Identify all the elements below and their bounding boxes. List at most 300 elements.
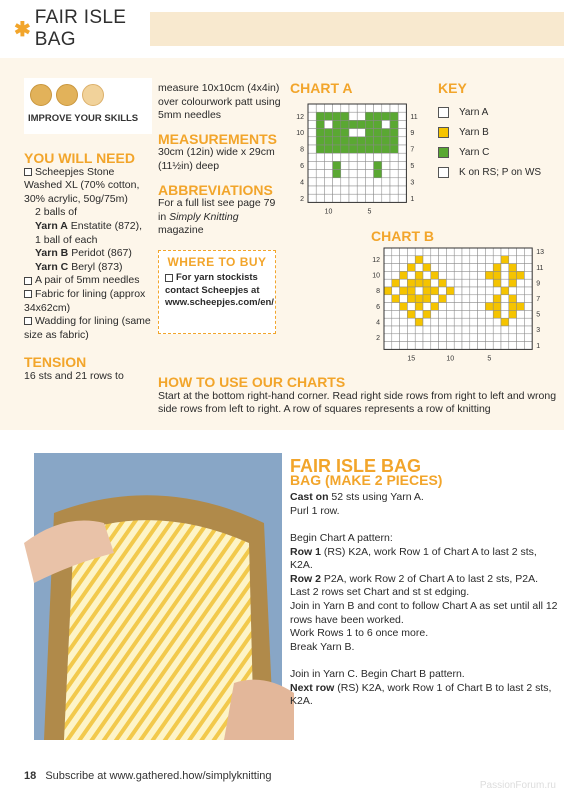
skills-box (24, 78, 152, 134)
row-number: 6 (300, 162, 304, 170)
chart-cell (400, 318, 408, 326)
row-number: 11 (536, 264, 544, 272)
chart-cell (382, 112, 390, 120)
chart-cell (392, 271, 400, 279)
chart-cell (478, 271, 486, 279)
chart-cell (392, 256, 400, 264)
chart-cell (316, 186, 324, 194)
chart-cell (470, 303, 478, 311)
chart-cell (390, 120, 398, 128)
chart-cell (324, 120, 332, 128)
how-heading: HOW TO USE OUR CHARTS (158, 374, 346, 390)
chart-cell (446, 248, 454, 256)
chart-cell (308, 178, 316, 186)
chart-cell (509, 342, 517, 350)
chart-cell (390, 153, 398, 161)
chart-cell (439, 264, 447, 272)
chart-cell (349, 153, 357, 161)
chart-cell (446, 256, 454, 264)
chart-cell (365, 186, 373, 194)
chart-cell (407, 303, 415, 311)
abbreviations-text: For a full list see page 79 in Simply Knitting magazine (158, 197, 276, 237)
chart-cell (365, 194, 373, 202)
chart-cell (398, 137, 406, 145)
chart-cell (439, 303, 447, 311)
chart-cell (478, 287, 486, 295)
chart-cell (431, 318, 439, 326)
chart-cell (485, 342, 493, 350)
chart-cell (324, 178, 332, 186)
chart-cell (485, 271, 493, 279)
need-item: 2 balls of (35, 206, 78, 219)
chart-cell (400, 295, 408, 303)
chart-cell (316, 153, 324, 161)
checkbox-icon (24, 277, 32, 285)
chart-cell (524, 295, 532, 303)
swatch (438, 107, 449, 118)
need-item: Yarn A Enstatite (872), (35, 219, 142, 232)
chart-cell (524, 303, 532, 311)
chart-cell (509, 326, 517, 334)
pattern-line: Last 2 rows set Chart and st st edging. (290, 586, 470, 599)
chart-cell (439, 256, 447, 264)
need-item: Fabric for lining (approx 34x62cm) (24, 287, 146, 314)
chart-cell (415, 279, 423, 287)
chart-cell (439, 318, 447, 326)
chart-cell (333, 194, 341, 202)
row-number: 8 (376, 288, 380, 296)
chart-cell (407, 310, 415, 318)
measurements-text: 30cm (12in) wide x 29cm (11½in) deep (158, 146, 275, 172)
chart-cell (333, 129, 341, 137)
chart-cell (501, 310, 509, 318)
chart-cell (333, 120, 341, 128)
need-item: 1 ball of each (35, 233, 98, 246)
chart-cell (509, 256, 517, 264)
column-left (24, 78, 152, 384)
chart-cell (485, 264, 493, 272)
chart-cell (382, 186, 390, 194)
chart-cell (384, 310, 392, 318)
chart-cell (431, 271, 439, 279)
need-item: A pair of 5mm needles (24, 274, 152, 288)
chart-cell (517, 295, 525, 303)
how-to-use (158, 376, 558, 417)
chart-cell (524, 334, 532, 342)
chart-cell (524, 279, 532, 287)
chart-cell (446, 334, 454, 342)
chart-cell (349, 129, 357, 137)
chart-cell (382, 145, 390, 153)
chart-cell (341, 161, 349, 169)
chart-cell (462, 256, 470, 264)
chart-cell (349, 112, 357, 120)
chart-cell (392, 326, 400, 334)
pattern-instructions (290, 456, 560, 709)
chart-cell (493, 295, 501, 303)
row-number: 2 (300, 195, 304, 203)
chart-cell (382, 161, 390, 169)
chart-cell (374, 145, 382, 153)
pattern-line: Next row (RS) K2A, work Row 1 of Chart B to last 2 sts, K2A. (290, 681, 552, 708)
chart-cell (324, 153, 332, 161)
chart-cell (316, 178, 324, 186)
row-number: 6 (376, 303, 380, 311)
chart-cell (501, 326, 509, 334)
chart-cell (374, 129, 382, 137)
chart-cell (493, 287, 501, 295)
chart-cell (382, 153, 390, 161)
chart-cell (485, 248, 493, 256)
chart-cell (439, 310, 447, 318)
chart-cell (398, 170, 406, 178)
pattern-line: Work Rows 1 to 6 once more. (290, 627, 429, 640)
chart-cell (501, 248, 509, 256)
row-number: 10 (372, 272, 380, 280)
row-number: 9 (536, 280, 541, 288)
chart-cell (517, 326, 525, 334)
chart-cell (382, 137, 390, 145)
key-item: Yarn C (438, 142, 558, 162)
chart-cell (392, 295, 400, 303)
page-number: 18 (24, 770, 37, 782)
chart-cell (382, 104, 390, 112)
chart-cell (439, 279, 447, 287)
chart-cell (349, 178, 357, 186)
checkbox-icon (24, 317, 32, 325)
chart-cell (316, 194, 324, 202)
chart-cell (374, 137, 382, 145)
chart-cell (493, 342, 501, 350)
chart-cell (333, 104, 341, 112)
chart-cell (501, 271, 509, 279)
chart-cell (400, 334, 408, 342)
chart-cell (324, 194, 332, 202)
chart-cell (365, 104, 373, 112)
chart-cell (398, 161, 406, 169)
chart-cell (324, 170, 332, 178)
chart-cell (400, 287, 408, 295)
chart-cell (390, 194, 398, 202)
chart-cell (493, 271, 501, 279)
chart-cell (390, 161, 398, 169)
chart-cell (478, 264, 486, 272)
chart-cell (423, 279, 431, 287)
chart-b-label: CHART B (371, 228, 434, 244)
chart-cell (446, 318, 454, 326)
chart-cell (400, 279, 408, 287)
chart-cell (509, 310, 517, 318)
chart-cell (374, 178, 382, 186)
chart-cell (439, 334, 447, 342)
chart-cell (501, 287, 509, 295)
skill-level (28, 84, 148, 106)
chart-cell (470, 310, 478, 318)
chart-cell (324, 137, 332, 145)
chart-cell (446, 303, 454, 311)
chart-cell (407, 342, 415, 350)
chart-cell (400, 342, 408, 350)
chart-cell (390, 186, 398, 194)
chart-cell (517, 334, 525, 342)
section-title: FAIR ISLE BAG (34, 7, 127, 50)
chart-cell (308, 112, 316, 120)
checkbox-icon (165, 274, 173, 282)
chart-cell (392, 310, 400, 318)
row-number: 2 (376, 335, 380, 343)
chart-cell (365, 120, 373, 128)
row-number: 3 (410, 179, 415, 187)
chart-cell (431, 303, 439, 311)
chart-cell (485, 256, 493, 264)
chart-cell (400, 248, 408, 256)
chart-cell (485, 279, 493, 287)
chart-cell (454, 318, 462, 326)
chart-cell (308, 194, 316, 202)
chart-cell (415, 334, 423, 342)
stitch-number: 10 (446, 355, 455, 363)
chart-cell (423, 303, 431, 311)
chart-cell (398, 104, 406, 112)
tension-text-cont: measure 10x10cm (4x4in) over colourwork patt using 5mm needles (158, 82, 281, 122)
chart-cell (509, 248, 517, 256)
chart-cell (357, 145, 365, 153)
chart-cell (357, 104, 365, 112)
chart-cell (524, 310, 532, 318)
chart-cell (517, 264, 525, 272)
chart-cell (384, 279, 392, 287)
chart-cell (390, 178, 398, 186)
chart-cell (439, 326, 447, 334)
chart-cell (501, 264, 509, 272)
chart-cell (341, 170, 349, 178)
pattern-lines (290, 491, 560, 709)
chart-cell (454, 303, 462, 311)
pattern-line: Break Yarn B. (290, 640, 355, 653)
checkbox-icon (24, 168, 32, 176)
chart-cell (517, 287, 525, 295)
chart-cell (341, 137, 349, 145)
chart-cell (333, 112, 341, 120)
chart-cell (384, 318, 392, 326)
chart-cell (517, 256, 525, 264)
chart-cell (478, 248, 486, 256)
chart-cell (349, 170, 357, 178)
chart-cell (392, 334, 400, 342)
chart-cell (509, 318, 517, 326)
chart-cell (407, 287, 415, 295)
pattern-line (290, 654, 560, 668)
chart-cell (509, 271, 517, 279)
stitch-number: 15 (407, 355, 416, 363)
chart-cell (316, 161, 324, 169)
chart-cell (485, 295, 493, 303)
chart-cell (524, 248, 532, 256)
key-item: Yarn B (438, 122, 558, 142)
chart-cell (349, 161, 357, 169)
chart-cell (517, 310, 525, 318)
chart-cell (454, 287, 462, 295)
chart-cell (308, 145, 316, 153)
chart-cell (374, 104, 382, 112)
row-number: 9 (410, 130, 415, 138)
how-text: Start at the bottom right-hand corner. Read right side rows from right to left and wrong side rows from left to right. A row of squares represents a row of knitting (158, 389, 557, 416)
stitch-number: 5 (367, 208, 372, 216)
chart-cell (462, 264, 470, 272)
chart-cell (415, 287, 423, 295)
chart-cell (316, 145, 324, 153)
chart-cell (400, 256, 408, 264)
chart-cell (423, 271, 431, 279)
chart-cell (462, 326, 470, 334)
chart-cell (390, 145, 398, 153)
chart-cell (341, 186, 349, 194)
chart-cell (423, 256, 431, 264)
chart-cell (462, 310, 470, 318)
chart-cell (462, 248, 470, 256)
chart-cell (392, 248, 400, 256)
chart-cell (398, 145, 406, 153)
chart-cell (398, 186, 406, 194)
row-number: 5 (536, 311, 541, 319)
chart-cell (454, 256, 462, 264)
chart-cell (509, 295, 517, 303)
yarn-ball-icon (56, 84, 78, 106)
chart-cell (524, 264, 532, 272)
chart-cell (470, 271, 478, 279)
tension-text: 16 sts and 21 rows to (24, 369, 124, 382)
chart-cell (446, 271, 454, 279)
chart-cell (431, 279, 439, 287)
chart-cell (493, 318, 501, 326)
chart-cell (333, 161, 341, 169)
chart-cell (357, 194, 365, 202)
pattern-line: Join in Yarn B and cont to follow Chart A as set until all 12 rows have been worked. (290, 599, 558, 626)
chart-cell (524, 342, 532, 350)
chart-cell (382, 129, 390, 137)
chart-cell (341, 120, 349, 128)
key-heading: KEY (438, 80, 467, 96)
yarn-ball-icon (82, 84, 104, 106)
stitch-number: 10 (324, 208, 333, 216)
chart-cell (470, 287, 478, 295)
chart-cell (357, 186, 365, 194)
chart-cell (524, 287, 532, 295)
footer (24, 770, 272, 782)
row-number: 5 (410, 162, 415, 170)
chart-cell (357, 170, 365, 178)
chart-cell (398, 129, 406, 137)
stitch-number: 5 (487, 355, 492, 363)
chart-cell (390, 129, 398, 137)
chart-cell (454, 279, 462, 287)
chart-cell (415, 295, 423, 303)
chart-cell (423, 248, 431, 256)
chart-cell (431, 310, 439, 318)
chart-cell (415, 256, 423, 264)
chart-cell (407, 334, 415, 342)
chart-cell (509, 287, 517, 295)
chart-cell (470, 279, 478, 287)
chart-cell (374, 120, 382, 128)
row-number: 4 (300, 179, 304, 187)
chart-cell (349, 120, 357, 128)
need-item: Scheepjes Stone Washed XL (70% cotton, 30% acrylic, 50g/75m) (24, 165, 140, 205)
chart-cell (365, 178, 373, 186)
chart-cell (462, 318, 470, 326)
chart-cell (392, 318, 400, 326)
chart-cell (316, 120, 324, 128)
chart-cell (382, 170, 390, 178)
chart-cell (454, 264, 462, 272)
chart-cell (517, 342, 525, 350)
column-middle (158, 82, 286, 334)
chart-cell (308, 120, 316, 128)
chart-cell (478, 256, 486, 264)
chart-cell (524, 326, 532, 334)
footer-text: Subscribe at www.gathered.how/simplyknitting (45, 770, 272, 782)
chart-cell (462, 287, 470, 295)
swatch (438, 167, 449, 178)
chart-cell (333, 178, 341, 186)
chart-cell (501, 279, 509, 287)
chart-cell (349, 137, 357, 145)
chart-cell (517, 318, 525, 326)
chart-cell (485, 326, 493, 334)
chart-cell (415, 342, 423, 350)
chart-cell (333, 186, 341, 194)
chart-cell (509, 279, 517, 287)
chart-cell (384, 256, 392, 264)
chart-cell (446, 310, 454, 318)
chart-cell (423, 310, 431, 318)
chart-cell (415, 326, 423, 334)
pattern-title: FAIR ISLE BAG (290, 456, 422, 476)
chart-cell (365, 112, 373, 120)
pattern-line: Join in Yarn C. Begin Chart B pattern. (290, 667, 465, 680)
chart-cell (341, 104, 349, 112)
chart-cell (431, 334, 439, 342)
chart-cell (446, 295, 454, 303)
row-number: 10 (296, 130, 304, 138)
chart-cell (308, 129, 316, 137)
chart-cell (470, 318, 478, 326)
asterisk-icon: ✱ (14, 18, 31, 41)
section-header (0, 7, 150, 50)
chart-cell (478, 295, 486, 303)
chart-cell (446, 326, 454, 334)
chart-cell (357, 161, 365, 169)
chart-cell (407, 295, 415, 303)
chart-cell (357, 112, 365, 120)
chart-cell (357, 178, 365, 186)
chart-cell (316, 104, 324, 112)
chart-cell (390, 137, 398, 145)
chart-cell (462, 303, 470, 311)
pattern-line: Row 1 (RS) K2A, work Row 1 of Chart A to last 2 sts, K2A. (290, 545, 537, 572)
chart-cell (485, 303, 493, 311)
chart-cell (374, 186, 382, 194)
pattern-line: Begin Chart A pattern: (290, 531, 393, 544)
chart-cell (374, 161, 382, 169)
chart-cell (524, 256, 532, 264)
chart-cell (398, 153, 406, 161)
chart-cell (485, 318, 493, 326)
chart-cell (324, 129, 332, 137)
chart-cell (478, 279, 486, 287)
chart-cell (415, 318, 423, 326)
chart-cell (462, 334, 470, 342)
